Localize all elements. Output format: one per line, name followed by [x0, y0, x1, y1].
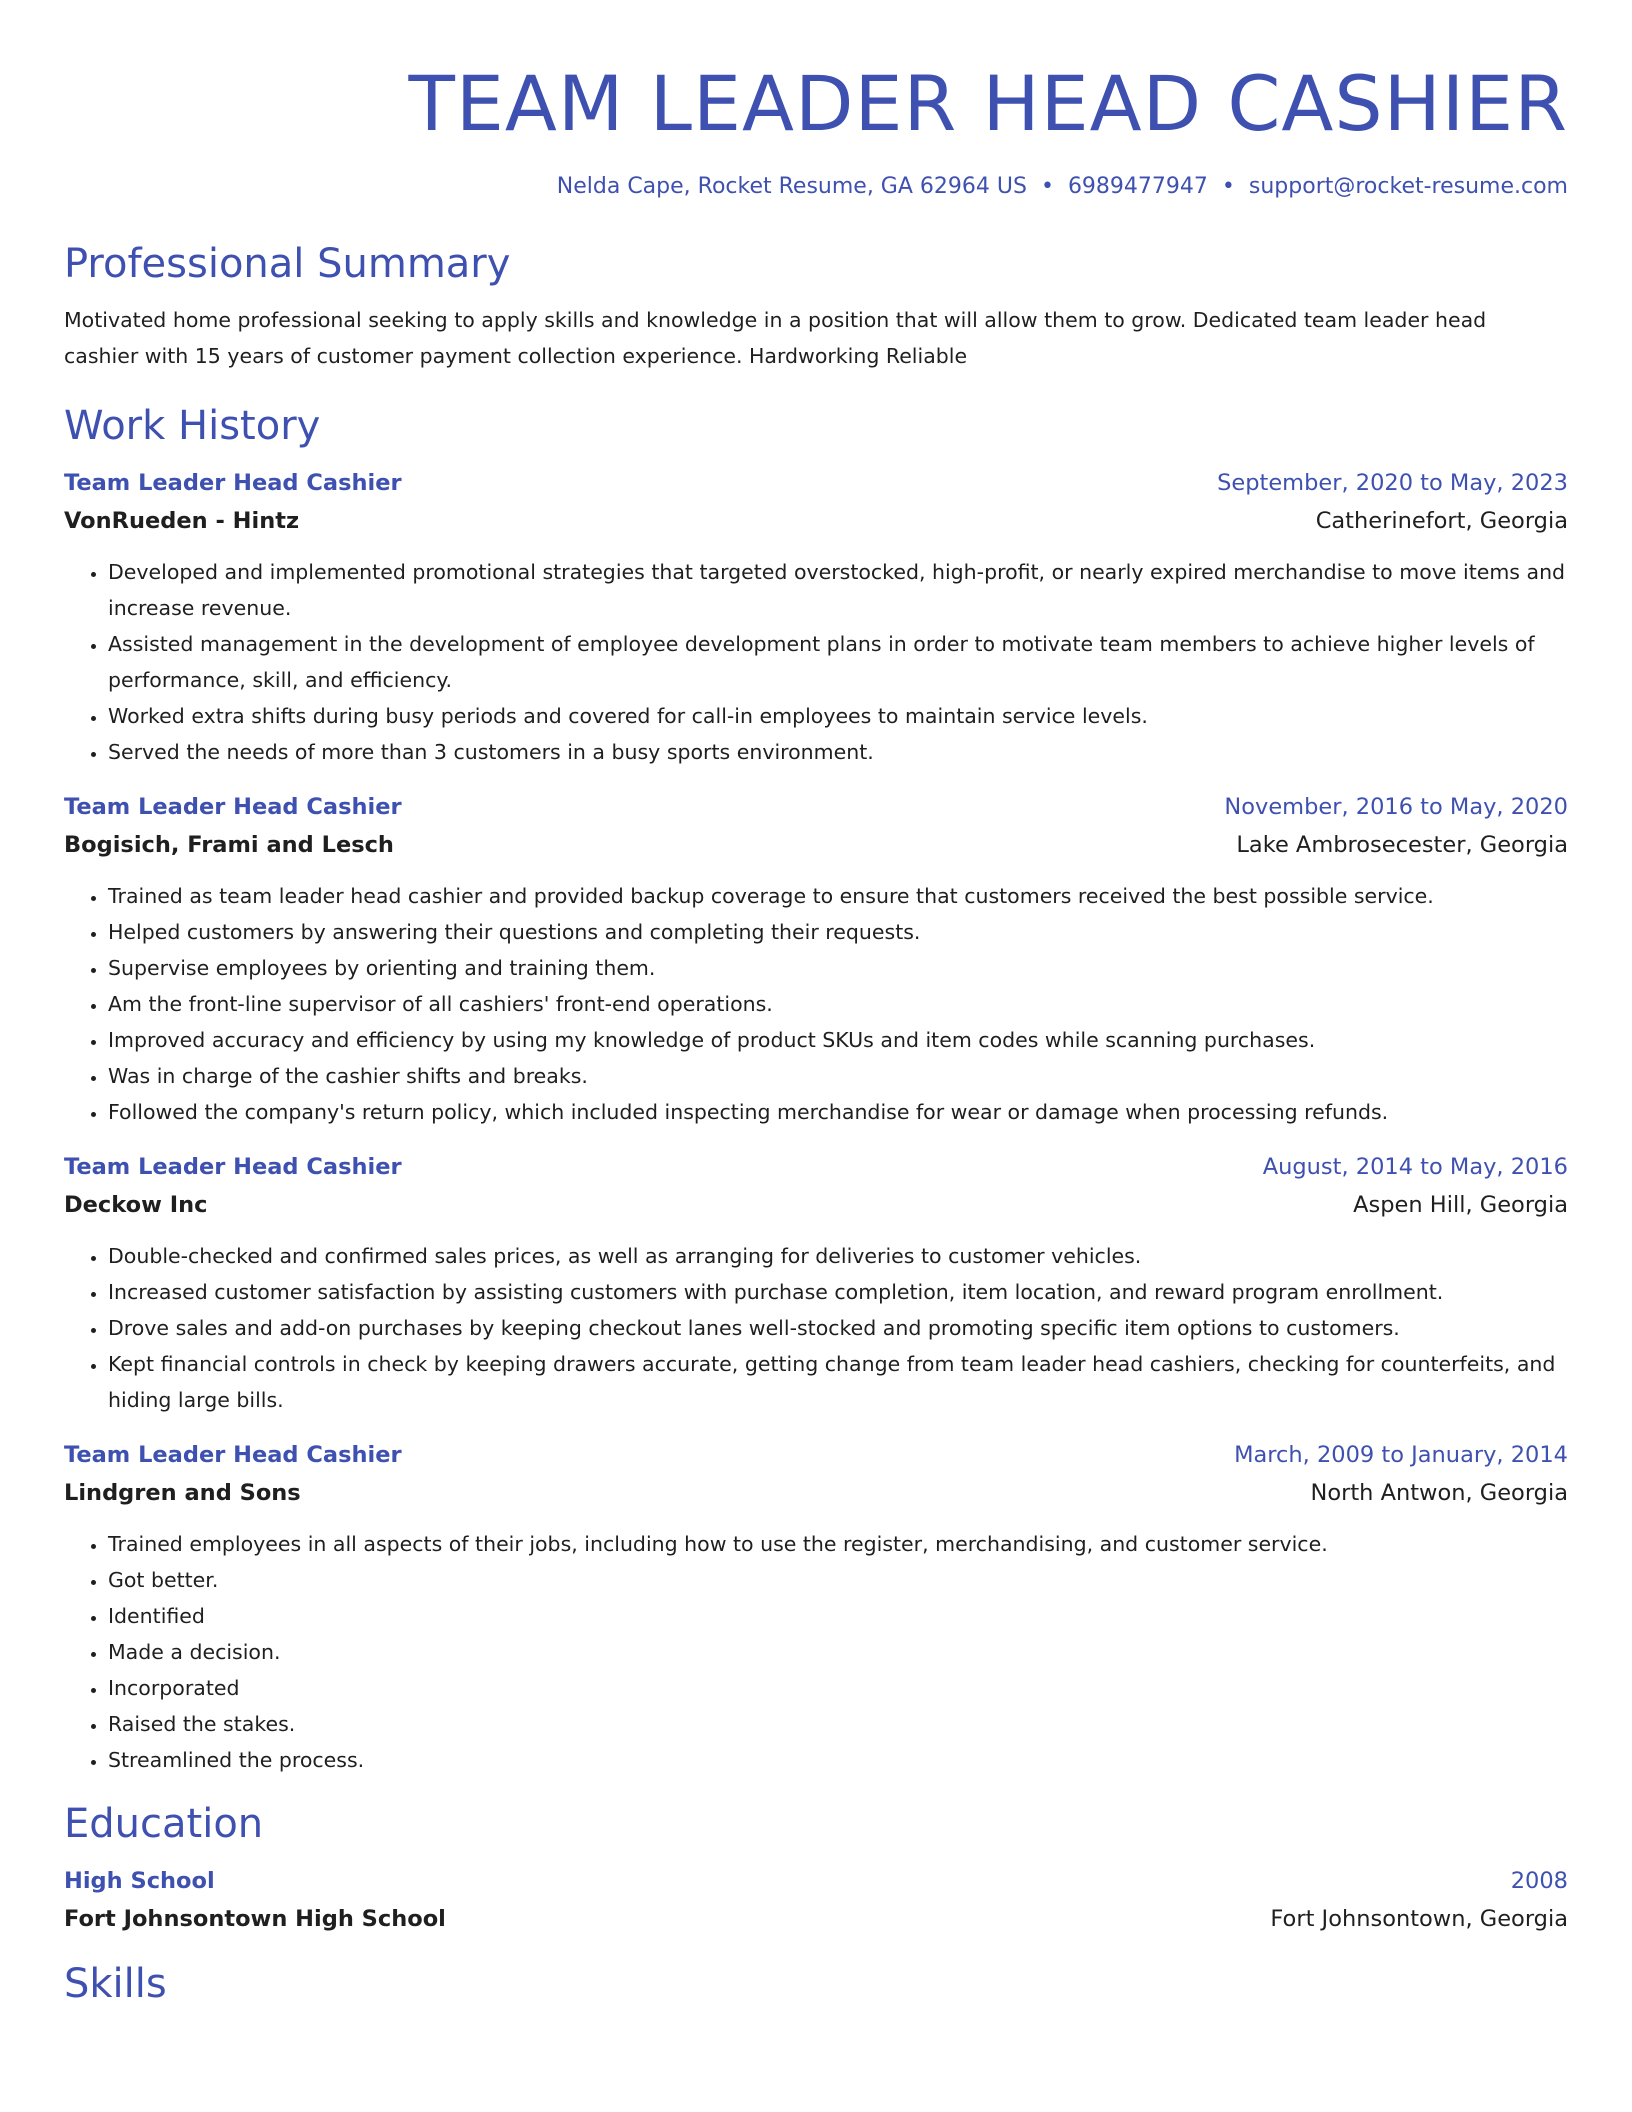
job-bullet: • Improved accuracy and efficiency by using my knowledge of product SKUs and item codes while scanning purchases.: [108, 1022, 1568, 1058]
job-bullet: • Kept financial controls in check by keeping drawers accurate, getting change from team leader head cashiers, checking for counterfeits, and hiding large bills.: [108, 1346, 1568, 1418]
job-dates: March, 2009 to January, 2014: [1234, 1442, 1568, 1468]
job-bullet: • Identified: [108, 1598, 1568, 1634]
job-dates: November, 2016 to May, 2020: [1224, 794, 1568, 820]
job-bullet: • Made a decision.: [108, 1634, 1568, 1670]
education-degree: High School: [64, 1868, 215, 1894]
job-employer: Lindgren and Sons: [64, 1480, 301, 1506]
job-bullet: • Streamlined the process.: [108, 1742, 1568, 1778]
job-bullet: • Trained as team leader head cashier and provided backup coverage to ensure that customers received the best possible service.: [108, 878, 1568, 914]
education-heading: Education: [64, 1801, 264, 1847]
job-bullet: • Served the needs of more than 3 customers in a busy sports environment.: [108, 734, 1568, 770]
job-bullet: • Was in charge of the cashier shifts and breaks.: [108, 1058, 1568, 1094]
job-bullet: • Developed and implemented promotional strategies that targeted overstocked, high-profit, or nearly expired merchandise to move items and increase revenue.: [108, 554, 1568, 626]
summary-text: Motivated home professional seeking to apply skills and knowledge in a position that will allow them to grow. Dedicated team leader head cashier with 15 years of customer payment collection experience. Hardworking Reliable: [64, 308, 1487, 368]
job-entry: [64, 1436, 1568, 1778]
job-dates: September, 2020 to May, 2023: [1217, 470, 1568, 496]
job-bullet: • Supervise employees by orienting and training them.: [108, 950, 1568, 986]
job-dates: August, 2014 to May, 2016: [1262, 1154, 1568, 1180]
skills-heading: Skills: [64, 1961, 167, 2007]
job-bullet: • Raised the stakes.: [108, 1706, 1568, 1742]
contact-separator: •: [1040, 174, 1054, 199]
job-title: Team Leader Head Cashier: [64, 1442, 402, 1468]
job-employer: Deckow Inc: [64, 1192, 208, 1218]
job-bullet: • Increased customer satisfaction by assisting customers with purchase completion, item location, and reward program enrollment.: [108, 1274, 1568, 1310]
education-school: Fort Johnsontown High School: [64, 1906, 446, 1932]
job-bullet: • Drove sales and add-on purchases by keeping checkout lanes well-stocked and promoting specific item options to customers.: [108, 1310, 1568, 1346]
resume-title: TEAM LEADER HEAD CASHIER: [408, 59, 1568, 148]
contact-address: Nelda Cape, Rocket Resume, GA 62964 US: [556, 174, 1027, 199]
job-title: Team Leader Head Cashier: [64, 794, 402, 820]
job-bullet: • Double-checked and confirmed sales prices, as well as arranging for deliveries to customer vehicles.: [108, 1238, 1568, 1274]
job-entry: [64, 1148, 1568, 1418]
education-entry: [64, 1862, 1568, 1938]
job-bullet: • Followed the company's return policy, which included inspecting merchandise for wear or damage when processing refunds.: [108, 1094, 1568, 1130]
job-employer: Bogisich, Frami and Lesch: [64, 832, 394, 858]
work-history-list: [64, 464, 1568, 1778]
job-bullet: • Worked extra shifts during busy periods and covered for call-in employees to maintain service levels.: [108, 698, 1568, 734]
contact-email[interactable]: support@rocket-resume.com: [1248, 174, 1568, 199]
education-location: Fort Johnsontown, Georgia: [1270, 1906, 1568, 1932]
education-year: 2008: [1510, 1868, 1568, 1894]
job-bullet: • Trained employees in all aspects of their jobs, including how to use the register, merchandising, and customer service.: [108, 1526, 1568, 1562]
job-employer: VonRueden - Hintz: [64, 508, 300, 534]
job-bullets: [64, 878, 1568, 1130]
job-bullets: [64, 1526, 1568, 1778]
job-location: Lake Ambrosecester, Georgia: [1236, 832, 1568, 858]
contact-separator: •: [1221, 174, 1235, 199]
job-entry: [64, 788, 1568, 1130]
job-location: Catherinefort, Georgia: [1315, 508, 1568, 534]
job-location: Aspen Hill, Georgia: [1353, 1192, 1568, 1218]
job-bullet: • Am the front-line supervisor of all cashiers' front-end operations.: [108, 986, 1568, 1022]
summary-heading: Professional Summary: [64, 241, 511, 287]
job-title: Team Leader Head Cashier: [64, 1154, 402, 1180]
job-bullet: • Incorporated: [108, 1670, 1568, 1706]
job-bullet: • Assisted management in the development of employee development plans in order to motivate team members to achieve higher levels of performance, skill, and efficiency.: [108, 626, 1568, 698]
job-bullet: • Got better.: [108, 1562, 1568, 1598]
job-bullets: [64, 1238, 1568, 1418]
work-history-heading: Work History: [64, 403, 321, 449]
job-bullet: • Helped customers by answering their questions and completing their requests.: [108, 914, 1568, 950]
job-title: Team Leader Head Cashier: [64, 470, 402, 496]
job-entry: [64, 464, 1568, 770]
job-location: North Antwon, Georgia: [1310, 1480, 1568, 1506]
resume-page: [64, 0, 1568, 2010]
job-bullets: [64, 554, 1568, 770]
contact-phone: 6989477947: [1067, 174, 1208, 199]
contact-line: [64, 172, 1568, 202]
